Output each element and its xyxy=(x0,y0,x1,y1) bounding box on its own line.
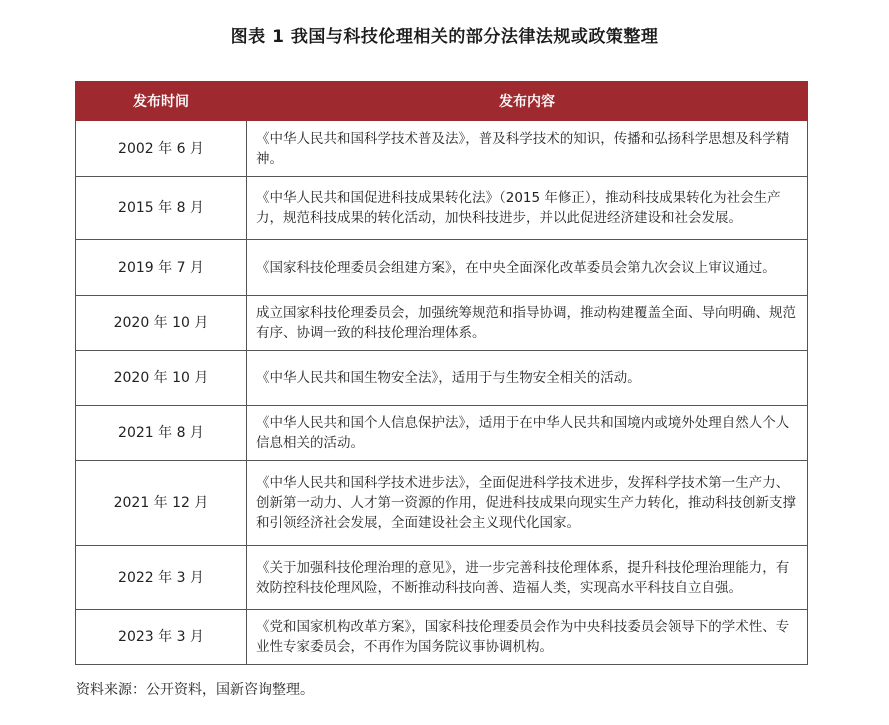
row-date: 2021 年 12 月 xyxy=(76,461,247,546)
table-row xyxy=(76,610,808,665)
row-content: 成立国家科技伦理委员会，加强统筹规范和指导协调，推动构建覆盖全面、导向明确、规范有序、协调一致的科技伦理治理体系。 xyxy=(247,296,808,351)
header-publish-content: 发布内容 xyxy=(247,82,808,121)
row-date: 2002 年 6 月 xyxy=(76,121,247,177)
row-content: 《中华人民共和国个人信息保护法》，适用于在中华人民共和国境内或境外处理自然人个人信息相关的活动。 xyxy=(247,406,808,461)
policy-table xyxy=(75,81,808,665)
row-content: 《中华人民共和国生物安全法》，适用于与生物安全相关的活动。 xyxy=(247,351,808,406)
table-row xyxy=(76,121,808,177)
row-date: 2020 年 10 月 xyxy=(76,296,247,351)
table-header-row xyxy=(76,82,808,121)
row-date: 2015 年 8 月 xyxy=(76,177,247,240)
row-content: 《党和国家机构改革方案》，国家科技伦理委员会作为中央科技委员会领导下的学术性、专业性专家委员会，不再作为国务院议事协调机构。 xyxy=(247,610,808,665)
row-content: 《国家科技伦理委员会组建方案》，在中央全面深化改革委员会第九次会议上审议通过。 xyxy=(247,240,808,296)
table-row xyxy=(76,461,808,546)
table-row xyxy=(76,546,808,610)
figure-title: 图表 1 我国与科技伦理相关的部分法律法规或政策整理 xyxy=(230,27,659,47)
row-content: 《关于加强科技伦理治理的意见》，进一步完善科技伦理体系，提升科技伦理治理能力，有效防控科技伦理风险，不断推动科技向善、造福人类，实现高水平科技自立自强。 xyxy=(247,546,808,610)
row-content: 《中华人民共和国促进科技成果转化法》（2015 年修正），推动科技成果转化为社会生产力，规范科技成果的转化活动，加快科技进步，并以此促进经济建设和社会发展。 xyxy=(247,177,808,240)
row-date: 2019 年 7 月 xyxy=(76,240,247,296)
row-date: 2023 年 3 月 xyxy=(76,610,247,665)
table-row xyxy=(76,406,808,461)
row-content: 《中华人民共和国科学技术普及法》，普及科学技术的知识，传播和弘扬科学思想及科学精神。 xyxy=(247,121,808,177)
row-date: 2022 年 3 月 xyxy=(76,546,247,610)
table-row xyxy=(76,240,808,296)
row-date: 2021 年 8 月 xyxy=(76,406,247,461)
row-content: 《中华人民共和国科学技术进步法》，全面促进科学技术进步，发挥科学技术第一生产力、创新第一动力、人才第一资源的作用，促进科技成果向现实生产力转化，推动科技创新支撑和引领经济社会发展，全面建设社会主义现代化国家。 xyxy=(247,461,808,546)
source-note: 资料来源：公开资料，国新咨询整理。 xyxy=(76,682,314,698)
row-date: 2020 年 10 月 xyxy=(76,351,247,406)
table-row xyxy=(76,177,808,240)
table-row xyxy=(76,296,808,351)
table-row xyxy=(76,351,808,406)
header-publish-date: 发布时间 xyxy=(76,82,247,121)
